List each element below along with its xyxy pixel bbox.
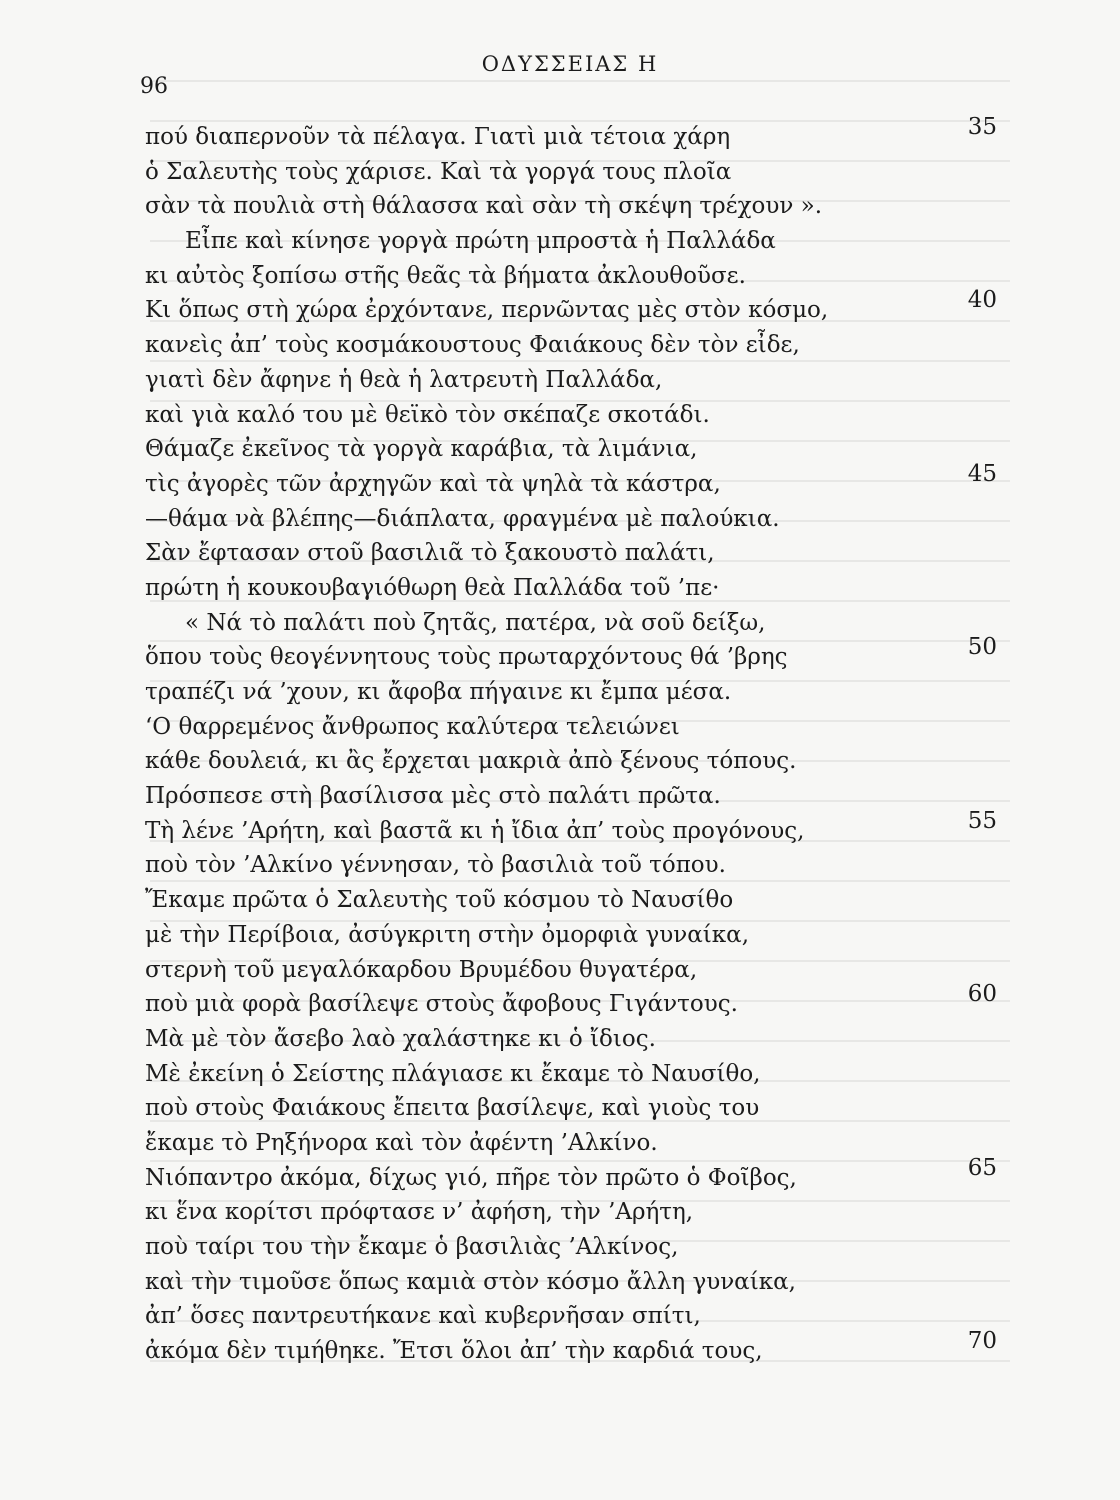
verse-line — [145, 1328, 1025, 1369]
page-number: 96 — [140, 74, 168, 99]
verse-text: ὁ Σαλευτὴς τοὺς χάρισε. Καὶ τὰ γοργά τους πλοῖα — [145, 158, 732, 185]
verse-text: κι ἕνα κορίτσι πρόφτασε ν’ ἀφήση, τὴν ’Αρήτη, — [145, 1199, 694, 1226]
verse-text: Σὰν ἔφτασαν στοῦ βασιλιᾶ τὸ ξακουστὸ παλάτι, — [145, 540, 715, 567]
verse-line — [145, 634, 1025, 675]
line-number: 50 — [967, 634, 997, 661]
verse-line — [145, 744, 1025, 779]
verse-line — [145, 606, 1025, 641]
verse-line — [145, 189, 1025, 224]
verse-line — [145, 953, 1025, 988]
verse-text: μὲ τὴν Περίβοια, ἀσύγκριτη στὴν ὀμορφιὰ γυναίκα, — [145, 921, 750, 948]
verse-text: ἀπ’ ὅσες παντρευτήκανε καὶ κυβερνῆσαν σπίτι, — [145, 1303, 701, 1330]
verse-text: κανεὶς ἀπ’ τοὺς κοσμάκουστους Φαιάκους δὲν τὸν εἶδε, — [145, 332, 800, 359]
verse-line — [145, 571, 1025, 606]
verse-line — [145, 1126, 1025, 1161]
page-header — [140, 52, 1000, 99]
verse-text: στερνὴ τοῦ μεγαλόκαρδου Βρυμέδου θυγατέρα, — [145, 956, 698, 983]
verse-block — [145, 114, 1025, 1369]
verse-text: καὶ τὴν τιμοῦσε ὅπως καμιὰ στὸν κόσμο ἄλλη γυναίκα, — [145, 1268, 796, 1295]
verse-text: Τὴ λένε ’Αρήτη, καὶ βαστᾶ κι ἡ ἴδια ἀπ’ τοὺς προγόνους, — [145, 817, 805, 844]
verse-line — [145, 536, 1025, 571]
verse-line — [145, 224, 1025, 259]
verse-text: « Νά τὸ παλάτι ποὺ ζητᾶς, πατέρα, νὰ σοῦ δείξω, — [185, 609, 766, 636]
verse-text: Θάμαζε ἐκεῖνος τὰ γοργὰ καράβια, τὰ λιμάνια, — [145, 436, 698, 463]
line-number: 65 — [967, 1154, 997, 1181]
verse-text: ποὺ μιὰ φορὰ βασίλεψε στοὺς ἄφοβους Γιγάντους. — [145, 991, 738, 1018]
verse-line — [145, 1195, 1025, 1230]
verse-text: Μὲ ἐκείνη ὁ Σείστης πλάγιασε κι ἔκαμε τὸ Ναυσίθο, — [145, 1060, 761, 1087]
verse-line — [145, 710, 1025, 745]
verse-line — [145, 398, 1025, 433]
verse-text: ἔκαμε τὸ Ρηξήνορα καὶ τὸν ἀφέντη ’Αλκίνο. — [145, 1129, 658, 1156]
running-title: ΟΔΥΣΣΕΙΑΣ Η — [481, 52, 659, 76]
verse-line — [145, 1154, 1025, 1196]
verse-text: Κι ὅπως στὴ χώρα ἐρχόντανε, περνῶντας μὲς στὸν κόσμο, — [145, 297, 829, 324]
line-number: 35 — [967, 114, 997, 140]
verse-text: γιατὶ δὲν ἄφηνε ἡ θεὰ ἡ λατρευτὴ Παλλάδα, — [145, 366, 663, 393]
verse-line — [145, 883, 1025, 918]
verse-text: κι αὐτὸς ξοπίσω στῆς θεᾶς τὰ βήματα ἀκλουθοῦσε. — [145, 262, 746, 289]
verse-text: κάθε δουλειά, κι ἂς ἔρχεται μακριὰ ἀπὸ ξένους τόπους. — [145, 748, 797, 775]
verse-line — [145, 1299, 1025, 1334]
verse-line — [145, 981, 1025, 1022]
verse-text: ποὺ στοὺς Φαιάκους ἔπειτα βασίλεψε, καὶ γιοὺς του — [145, 1095, 760, 1122]
verse-text: τὶς ἀγορὲς τῶν ἀρχηγῶν καὶ τὰ ψηλὰ τὰ κάστρα, — [145, 470, 721, 497]
verse-text: καὶ γιὰ καλό του μὲ θεϊκὸ τὸν σκέπαζε σκοτάδι. — [145, 401, 710, 428]
verse-text: ἀκόμα δὲν τιμήθηκε. Ἔτσι ὅλοι ἀπ’ τὴν καρδιά τους, — [145, 1338, 763, 1365]
verse-text: —θάμα νὰ βλέπης—διάπλατα, φραγμένα μὲ παλούκια. — [145, 505, 780, 532]
verse-line — [145, 328, 1025, 363]
verse-line — [145, 155, 1025, 190]
verse-line — [145, 1230, 1025, 1265]
verse-text: Πρόσπεσε στὴ βασίλισσα μὲς στὸ παλάτι πρῶτα. — [145, 783, 721, 810]
verse-line — [145, 287, 1025, 328]
verse-line — [145, 1091, 1025, 1126]
verse-line — [145, 779, 1025, 814]
line-number: 60 — [967, 981, 997, 1008]
verse-line — [145, 432, 1025, 467]
verse-line — [145, 848, 1025, 883]
verse-line — [145, 363, 1025, 398]
verse-line — [145, 460, 1025, 502]
line-number: 70 — [967, 1328, 997, 1355]
verse-line — [145, 918, 1025, 953]
verse-text: τραπέζι νά ’χουν, κι ἄφοβα πήγαινε κι ἔμπα μέσα. — [145, 679, 732, 705]
verse-line — [145, 807, 1025, 849]
verse-text: πού διαπερνοῦν τὰ πέλαγα. Γιατὶ μιὰ τέτοια χάρη — [145, 124, 731, 150]
verse-text: ‘Ο θαρρεμένος ἄνθρωπος καλύτερα τελειώνει — [145, 713, 680, 740]
line-number: 45 — [967, 460, 997, 487]
line-number: 40 — [967, 287, 997, 314]
verse-line — [145, 502, 1025, 537]
verse-text: πρώτη ἡ κουκουβαγιόθωρη θεὰ Παλλάδα τοῦ ’πε· — [145, 574, 720, 601]
verse-text: Ἔκαμε πρῶτα ὁ Σαλευτὴς τοῦ κόσμου τὸ Ναυσίθο — [145, 887, 734, 914]
verse-text: Νιόπαντρο ἀκόμα, δίχως γιό, πῆρε τὸν πρῶτο ὁ Φοῖβος, — [145, 1164, 797, 1191]
verse-line — [145, 1022, 1025, 1057]
verse-line — [145, 259, 1025, 294]
verse-text: Μὰ μὲ τὸν ἄσεβο λαὸ χαλάστηκε κι ὁ ἴδιος. — [145, 1025, 656, 1052]
verse-line — [145, 1265, 1025, 1300]
verse-text: ποὺ ταίρι του τὴν ἔκαμε ὁ βασιλιὰς ’Αλκίνος, — [145, 1234, 679, 1260]
line-number: 55 — [967, 807, 997, 834]
verse-line — [145, 675, 1025, 710]
verse-text: σὰν τὰ πουλιὰ στὴ θάλασσα καὶ σὰν τὴ σκέψη τρέχουν ». — [145, 193, 823, 220]
verse-text: ποὺ τὸν ’Αλκίνο γέννησαν, τὸ βασιλιὰ τοῦ τόπου. — [145, 852, 726, 879]
verse-text: ὅπου τοὺς θεογέννητους τοὺς πρωταρχόντους θά ’βρης — [145, 644, 788, 671]
verse-line — [145, 114, 1025, 155]
verse-line — [145, 1057, 1025, 1092]
verse-text: Εἶπε καὶ κίνησε γοργὰ πρώτη μπροστὰ ἡ Παλλάδα — [185, 228, 776, 255]
